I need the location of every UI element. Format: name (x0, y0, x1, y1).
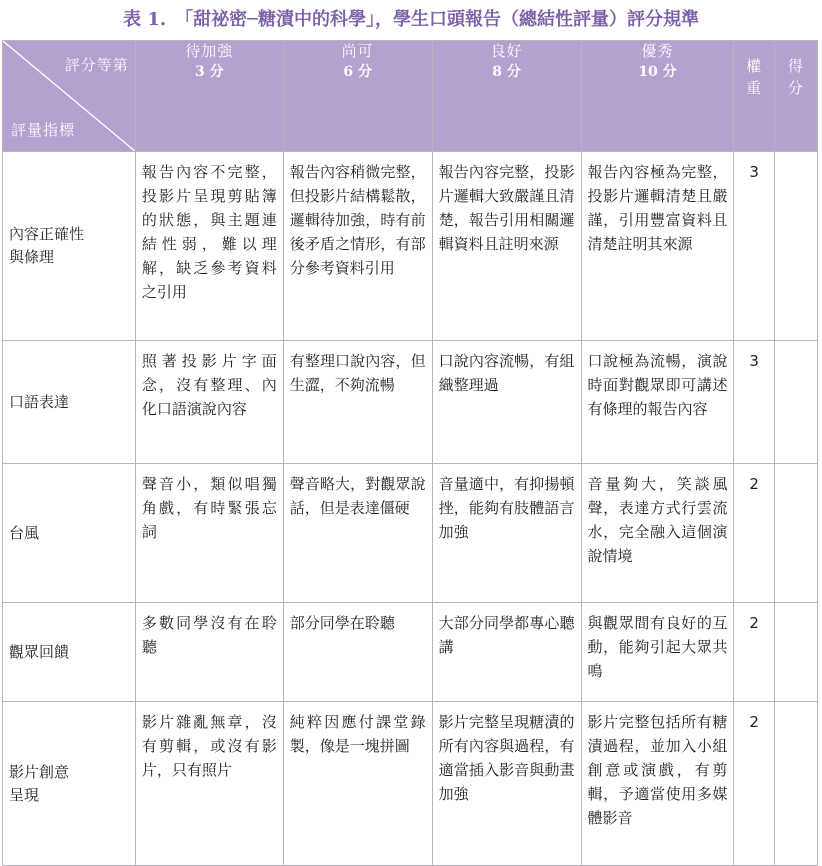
weight-header (734, 41, 774, 152)
description-cell: 音量適中，有抑揚頓挫，能夠有肢體語言加強 (432, 464, 581, 603)
description-cell: 報告內容完整，投影片邏輯大致嚴謹且清楚，報告引用相關邏輯資料且註明來源 (432, 152, 581, 341)
level-header-3 (432, 41, 581, 152)
score-header-char: 分 (787, 79, 804, 97)
criterion-label: 呈現 (9, 785, 40, 804)
description-cell: 報告內容稍微完整，但投影片結構鬆散，邏輯待加強，時有前後矛盾之情形，有部分參考資料引用 (283, 152, 432, 341)
weight-cell: 3 (734, 341, 774, 464)
description-cell: 有整理口說內容，但生澀，不夠流暢 (283, 341, 432, 464)
weight-cell: 2 (734, 464, 774, 603)
score-header-char: 得 (787, 57, 804, 75)
score-cell[interactable] (774, 603, 817, 702)
level-points: 10 分 (638, 64, 677, 80)
description-cell: 照著投影片字面念，沒有整理、內化口語演說內容 (135, 341, 283, 464)
table-row (3, 152, 818, 341)
weight-cell: 3 (734, 152, 774, 341)
level-label: 優秀 (641, 42, 674, 60)
description-cell: 部分同學在聆聽 (283, 603, 432, 702)
criterion-cell (3, 464, 136, 603)
table-row (3, 702, 818, 866)
description-cell: 口說內容流暢，有組織整理過 (432, 341, 581, 464)
description-cell: 大部分同學都專心聽講 (432, 603, 581, 702)
description-cell: 影片雜亂無章，沒有剪輯，或沒有影片，只有照片 (135, 702, 283, 866)
weight-cell: 2 (734, 603, 774, 702)
criterion-label: 口語表達 (9, 392, 70, 411)
description-cell: 多數同學沒有在聆聽 (135, 603, 283, 702)
description-cell: 音量夠大，笑談風聲，表達方式行雲流水，完全融入這個演說情境 (581, 464, 734, 603)
corner-label-levels: 評分等第 (64, 56, 129, 74)
description-cell: 口說極為流暢，演說時面對觀眾即可講述有條理的報告內容 (581, 341, 734, 464)
criterion-cell (3, 152, 136, 341)
description-cell: 與觀眾間有良好的互動，能夠引起大眾共鳴 (581, 603, 734, 702)
description-cell: 聲音小，類似唱獨角戲，有時緊張忘詞 (135, 464, 283, 603)
score-cell[interactable] (774, 341, 817, 464)
level-label: 尚可 (341, 42, 374, 60)
criterion-cell (3, 341, 136, 464)
header-row (3, 41, 818, 152)
weight-cell: 2 (734, 702, 774, 866)
rubric-table (2, 40, 818, 866)
criterion-cell (3, 702, 136, 866)
criterion-label: 內容正確性 (9, 225, 85, 243)
level-header-4 (581, 41, 734, 152)
level-label: 良好 (490, 42, 523, 60)
level-header-1 (135, 41, 283, 152)
table-row (3, 603, 818, 702)
weight-header-char: 權 (746, 57, 763, 75)
table-row (3, 341, 818, 464)
description-cell: 影片完整呈現糖漬的所有內容與過程，有適當插入影音與動畫加強 (432, 702, 581, 866)
corner-label-indicators: 評量指標 (11, 121, 76, 139)
table-row (3, 464, 818, 603)
corner-header-cell (3, 41, 136, 152)
criterion-cell (3, 603, 136, 702)
score-cell[interactable] (774, 464, 817, 603)
level-points: 8 分 (492, 64, 521, 80)
weight-header-char: 重 (746, 79, 763, 97)
criterion-label: 台風 (9, 523, 40, 542)
description-cell: 報告內容極為完整，投影片邏輯清楚且嚴謹，引用豐富資料且清楚註明其來源 (581, 152, 734, 341)
level-points: 6 分 (343, 64, 372, 80)
criterion-label: 影片創意 (9, 762, 70, 781)
score-cell[interactable] (774, 152, 817, 341)
description-cell: 聲音略大，對觀眾說話，但是表達僵硬 (283, 464, 432, 603)
level-header-2 (283, 41, 432, 152)
criterion-label: 觀眾回饋 (9, 642, 70, 661)
description-cell: 報告內容不完整，投影片呈現剪貼簿的狀態，與主題連結性弱，難以理解，缺乏參考資料之引用 (135, 152, 283, 341)
level-points: 3 分 (194, 64, 224, 80)
description-cell: 純粹因應付課堂錄製，像是一塊拼圖 (283, 702, 432, 866)
criterion-label: 與條理 (9, 248, 55, 266)
level-label: 待加強 (185, 42, 234, 60)
score-header (774, 41, 817, 152)
description-cell: 影片完整包括所有糖漬過程，並加入小組創意或演戲，有剪輯，予適當使用多媒體影音 (581, 702, 734, 866)
table-title: 表 1. 「甜祕密─糖漬中的科學」，學生口頭報告（總結性評量）評分規準 (123, 9, 699, 30)
score-cell[interactable] (774, 702, 817, 866)
